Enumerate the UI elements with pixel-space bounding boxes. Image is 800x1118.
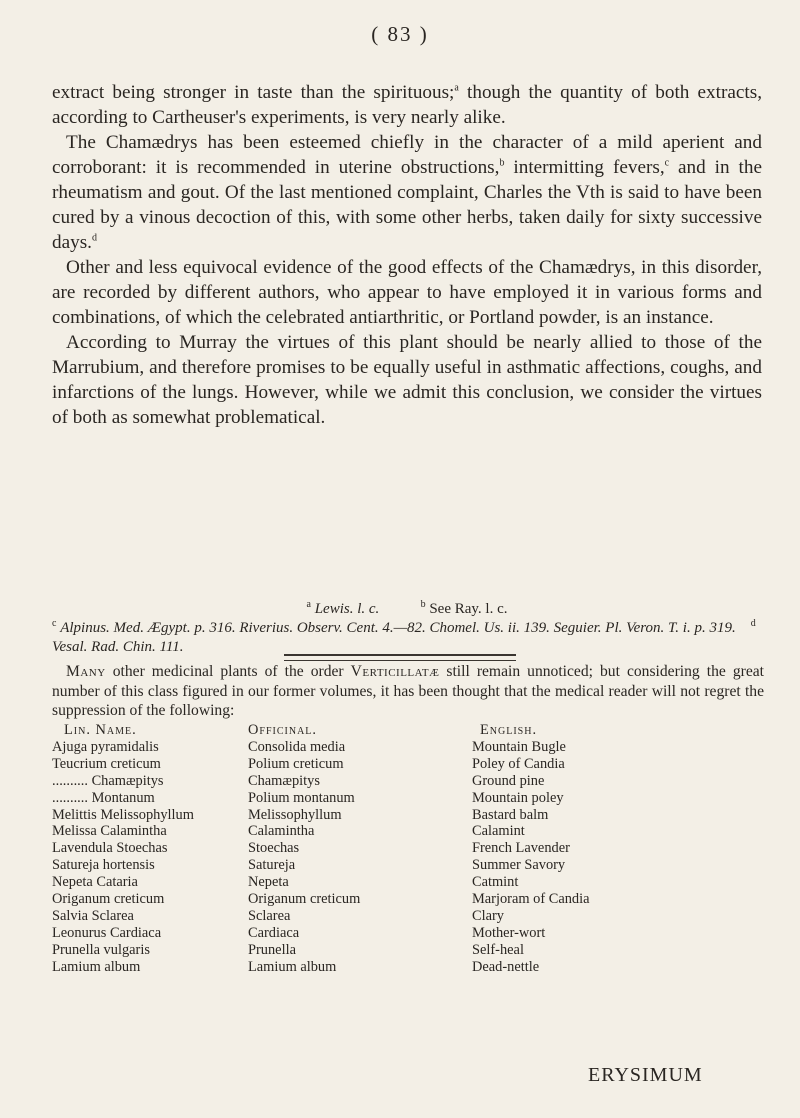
footnote-ref-c[interactable]: c [664,157,670,169]
cell-officinal: Nepeta [248,874,289,891]
header-english: English. [480,722,538,738]
intro-paragraph [52,662,764,721]
cell-english: Self-heal [472,941,524,958]
footnotes [52,600,762,657]
cell-lin: Salvia Sclarea [52,907,134,924]
table-row [52,891,764,908]
cell-english: Catmint [472,874,519,891]
cell-lin: Leonurus Cardiaca [52,924,162,941]
cell-lin: Melissa Calamintha [52,823,167,840]
footnote-d-text: Vesal. Rad. Chin. 111. [52,639,184,655]
table-row [52,756,764,773]
table-row [52,942,764,959]
table-row [52,908,764,925]
main-text [52,80,762,430]
section-divider [284,654,516,661]
table-row [52,790,764,807]
p2-text-a: The Chamædrys has been esteemed chiefly in the character of a mild aperient and corroborant: it is recommended in uterine obstructions, [52,132,762,178]
footnote-c-marker: c [52,618,57,629]
paragraph-2 [52,130,762,255]
cell-officinal: Prunella [248,941,296,958]
footnote-ref-d[interactable]: d [91,232,97,244]
table-header [52,722,764,739]
cell-lin: Lavendula Stoechas [52,840,168,857]
plant-table [52,722,764,976]
cell-english: Calamint [472,823,525,840]
intro-lead: Many [66,663,106,680]
cell-officinal: Origanum creticum [248,891,361,908]
p1-rest: though the quantity of both extracts, according to Cartheuser's experiments, is very nearly alike. [52,82,762,128]
cell-lin: Teucrium creticum [52,755,161,772]
footnote-c-text: Alpinus. Med. Ægypt. p. 316. Riverius. Observ. Cent. 4.—82. Chomel. Us. ii. 139. Seguier. Pl. Veron. T. i. p. 319. [60,620,736,636]
cell-lin: Origanum creticum [52,891,165,908]
cell-english: Summer Savory [472,857,566,874]
order-name: Verticillatæ [350,663,440,680]
footnote-a-marker: a [306,599,311,610]
cell-officinal: Stoechas [248,840,300,857]
cell-english: Mother-wort [472,924,546,941]
cell-officinal: Lamium album [248,958,337,975]
cell-officinal: Sclarea [248,907,291,924]
footnote-ref-b[interactable]: b [499,157,505,169]
footnote-line-ab [52,600,762,619]
table-row [52,840,764,857]
cell-lin: Lamium album [52,958,141,975]
table-row [52,823,764,840]
intro-part-1: other medicinal plants of the order [105,663,351,680]
footnote-ref-a[interactable]: a [454,82,459,94]
cell-lin: Satureja hortensis [52,857,155,874]
footnote-b-marker: b [420,599,426,610]
cell-english: Mountain poley [472,789,564,806]
cell-officinal: Cardiaca [248,924,300,941]
p2-text-c: and in the rheumatism and gout. Of the last mentioned complaint, Charles the Vth is said to have been cured by a vinous decoction of this, with some other herbs, taken daily for sixty successive days. [52,157,762,253]
table-row [52,773,764,790]
table-row [52,874,764,891]
footnote-d-marker: d [750,618,756,629]
paragraph-1 [52,80,762,130]
cell-english: Marjoram of Candia [472,891,590,908]
cell-english: Mountain Bugle [472,738,566,755]
p2-text-b: intermitting fevers, [504,157,665,178]
cell-lin: .......... Chamæpitys [52,772,164,789]
table-row [52,925,764,942]
cell-english: French Lavender [472,840,570,857]
cell-officinal: Polium creticum [248,755,344,772]
catchword: ERYSIMUM [588,1064,703,1086]
cell-lin: Ajuga pyramidalis [52,738,159,755]
cell-officinal: Calamintha [248,823,315,840]
cell-lin: Melittis Melissophyllum [52,806,194,823]
table-row [52,739,764,756]
cell-english: Ground pine [472,772,545,789]
header-officinal: Officinal. [248,722,317,738]
footnote-b-text: See Ray. l. c. [429,601,508,617]
cell-english: Bastard balm [472,806,549,823]
cell-officinal: Chamæpitys [248,772,320,789]
footnote-a-text: Lewis. l. c. [314,601,380,617]
cell-officinal: Consolida media [248,738,346,755]
cell-lin: Prunella vulgaris [52,941,150,958]
cell-officinal: Melissophyllum [248,806,342,823]
page-number: ( 83 ) [371,22,429,46]
paragraph-4: According to Murray the virtues of this plant should be nearly allied to those of the Marrubium, and therefore promises to be equally useful in asthmatic affections, coughs, and infarctions of the lungs. However, while we admit this conclusion, we consider the virtues of both as somewhat problematical. [52,332,762,428]
cell-english: Dead-nettle [472,958,540,975]
paragraph-3: Other and less equivocal evidence of the good effects of the Chamædrys, in this disorder, are recorded by different authors, who appear to have employed it in various forms and combinations, of which the celebrated antiarthritic, or Portland powder, is an instance. [52,257,762,328]
table-row [52,857,764,874]
table-row [52,959,764,976]
cell-officinal: Satureja [248,857,296,874]
cell-lin: Nepeta Cataria [52,874,138,891]
footnote-line-c [52,619,762,657]
cell-english: Clary [472,907,504,924]
intro-part-2: still remain unnoticed; but considering the great number of this class figured in our former volumes, it has been thought that the medical reader will not regret the suppression of the following: [52,663,764,719]
header-lin-name: Lin. Name. [64,722,137,738]
cell-officinal: Polium montanum [248,789,355,806]
cell-english: Poley of Candia [472,755,565,772]
p1-text: extract being stronger in taste than the spirituous; [52,82,455,103]
table-row [52,807,764,824]
cell-lin: .......... Montanum [52,789,155,806]
intro-text [52,662,764,721]
